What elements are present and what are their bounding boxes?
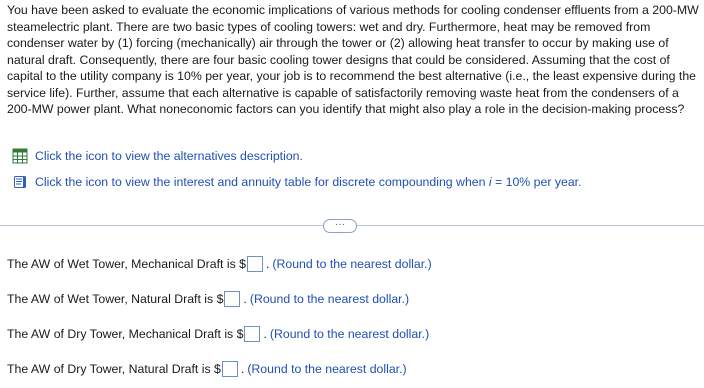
answer-row-dry-mechanical [7,324,429,344]
answer-suffix: . [265,257,270,271]
book-icon[interactable] [12,174,28,190]
answer-prefix: The AW of Wet Tower, Natural Draft is $ [7,292,224,306]
expand-more-button[interactable]: ··· [323,219,357,233]
answer-suffix: . [263,327,267,341]
alternatives-description-label[interactable]: Click the icon to view the alternatives description. [35,149,303,163]
interest-table-label[interactable]: Click the icon to view the interest and annuity table for discrete compounding when i = 10% per year. [35,175,582,189]
alternatives-description-link[interactable] [12,147,303,165]
problem-statement: You have been asked to evaluate the economic implications of various methods for cooling condenser effluents from a 200-MW steamelectric plant. There are two basic types of cooling towers: wet and dry. Furthermore, heat may be removed from condenser water by (1) forcing (mechanically) air through the tower or (2) allowing heat transfer to occur by making use of natural draft. Consequently, there are four basic cooling tower designs that could be considered. Assuming that the cost of capital to the utility company is 10% per year, your job is to recommend the best alternative (i.e., the least expensive during the service life). Further, assume that each alternative is capable of satisfactorily removing waste heat from the condensers of a 200-MW power plant. What noneconomic factors can you identify that might also play a role in the decision-making process? [7,3,699,116]
rounding-note: (Round to the nearest dollar.) [272,257,432,271]
answer-row-dry-natural [7,359,407,379]
aw-wet-mechanical-input[interactable] [247,256,263,272]
answer-suffix: . [240,362,245,376]
interest-table-link[interactable] [12,173,582,191]
answer-suffix: . [243,292,247,306]
aw-dry-natural-input[interactable] [222,361,238,377]
answer-prefix: The AW of Dry Tower, Mechanical Draft is $ [7,327,244,341]
rounding-note: (Round to the nearest dollar.) [247,362,407,376]
answer-row-wet-natural [7,289,409,309]
answer-prefix: The AW of Dry Tower, Natural Draft is $ [7,362,221,376]
aw-dry-mechanical-input[interactable] [244,326,260,342]
rounding-note: (Round to the nearest dollar.) [269,327,430,341]
rounding-note: (Round to the nearest dollar.) [249,292,410,306]
answer-prefix: The AW of Wet Tower, Mechanical Draft is $ [7,257,246,271]
aw-wet-natural-input[interactable] [224,291,240,307]
table-grid-icon[interactable] [12,148,28,164]
answer-row-wet-mechanical [7,254,432,274]
